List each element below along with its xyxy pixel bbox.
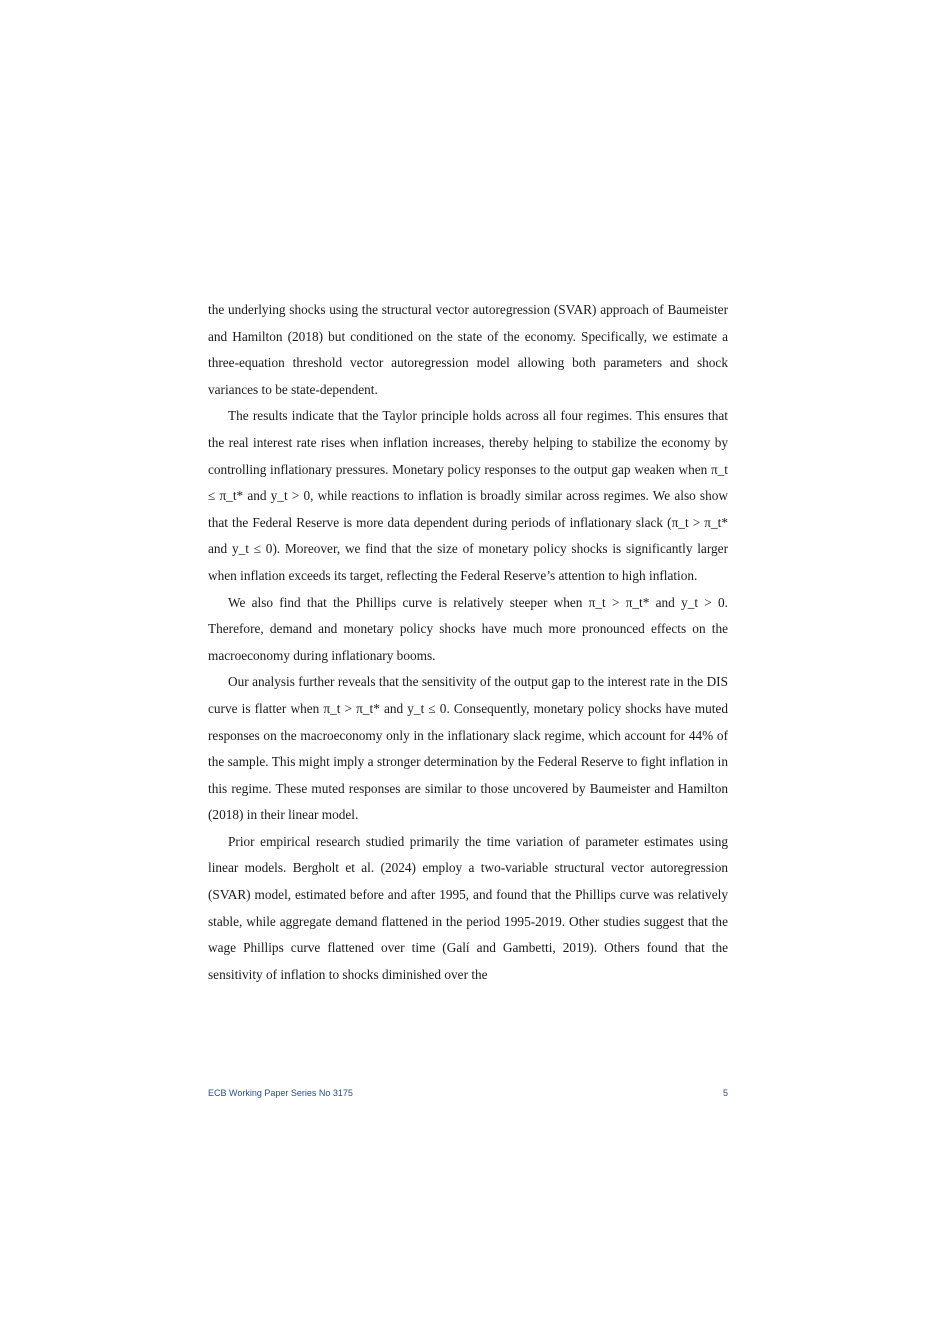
paragraph-5: Prior empirical research studied primarily the time variation of parameter estimates using linear models. Bergholt et al. (2024) employ a two-variable structural vector autoregression (SVAR) model, estimated before and after 1995, and found that the Phillips curve was relatively stable, while aggregate demand flattened in the period 1995-2019. Other studies suggest that the wage Phillips curve flattened over time (Galí and Gambetti, 2019). Others found that the sensitivity of inflation to shocks diminished over the [208,833,728,982]
paragraph-1: the underlying shocks using the structural vector autoregression (SVAR) approach of Baumeister and Hamilton (2018) but conditioned on the state of the economy. Specifically, we estimate a three-equation threshold vector autoregression model allowing both parameters and shock variances to be state-dependent. [208,302,728,397]
page-number: 5 [722,1088,728,1098]
paragraph-2: The results indicate that the Taylor principle holds across all four regimes. This ensures that the real interest rate rises when inflation increases, thereby helping to stabilize the economy by controlling inflationary pressures. Monetary policy responses to the output gap weaken when π_t ≤ π_t* and y_t > 0, while reactions to inflation is broadly similar across regimes. We also show that the Federal Reserve is more data dependent during periods of inflationary slack (π_t > π_t* and y_t ≤ 0). Moreover, we find that the size of monetary policy shocks is significantly larger when inflation exceeds its target, reflecting the Federal Reserve’s attention to high inflation. [208,408,728,583]
body-text [208,297,728,988]
paragraph-4: Our analysis further reveals that the sensitivity of the output gap to the interest rate in the DIS curve is flatter when π_t > π_t* and y_t ≤ 0. Consequently, monetary policy shocks have muted responses on the macroeconomy only in the inflationary slack regime, which account for 44% of the sample. This might imply a stronger determination by the Federal Reserve to fight inflation in this regime. These muted responses are similar to those uncovered by Baumeister and Hamilton (2018) in their linear model. [208,674,728,823]
series-label: ECB Working Paper Series No 3175 [208,1088,353,1098]
paragraph-3: We also find that the Phillips curve is relatively steeper when π_t > π_t* and y_t > 0. Therefore, demand and monetary policy shocks have much more pronounced effects on the macroeconomy during inflationary booms. [208,594,728,663]
